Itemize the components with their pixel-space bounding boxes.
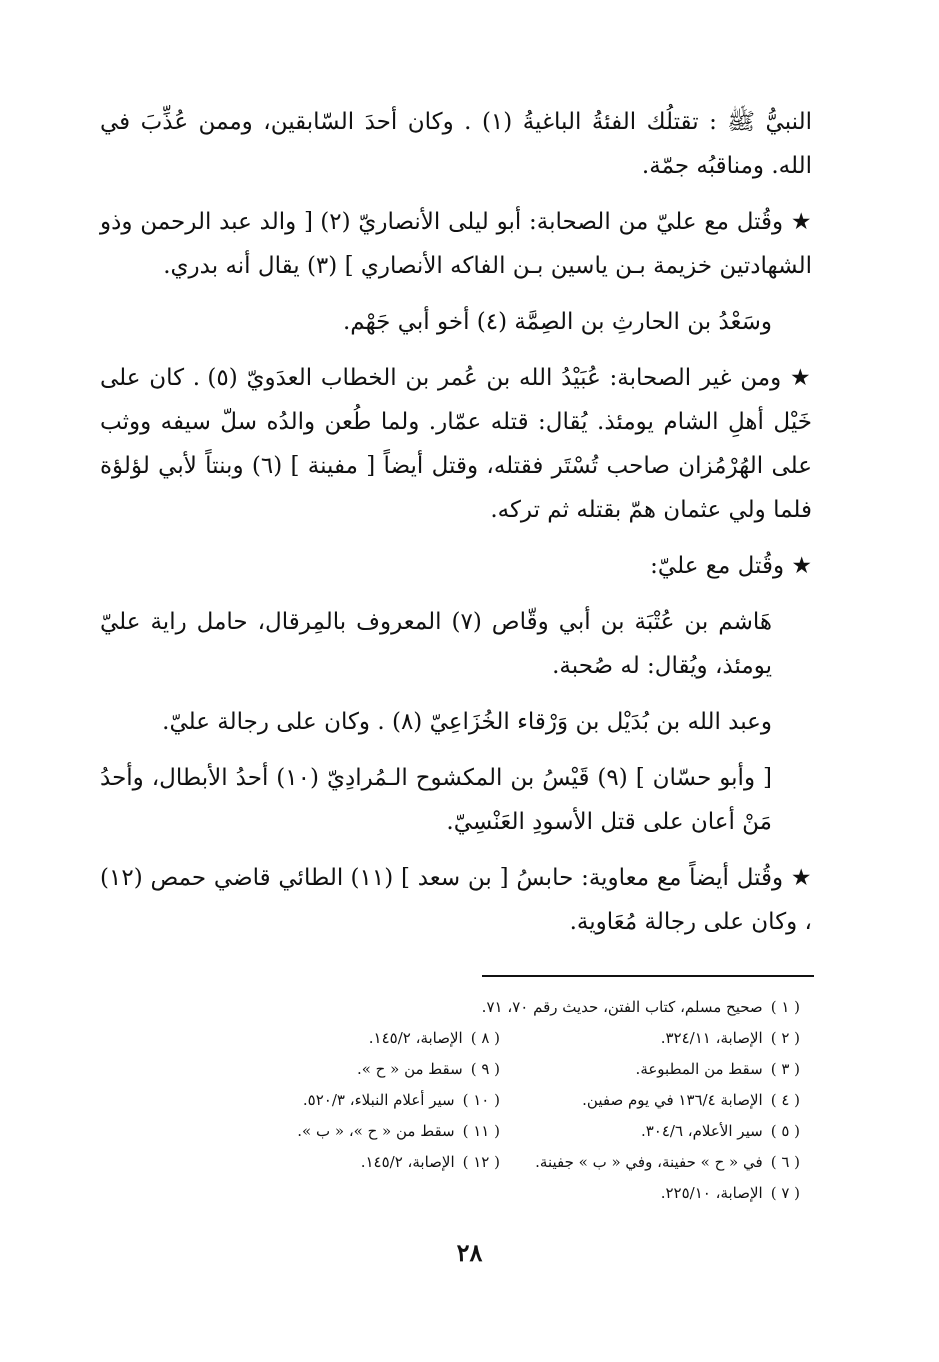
footnote-number: ( ١ ) — [770, 998, 800, 1016]
footnote-text: الإصابة، ٣٢٤/١١. — [660, 1029, 763, 1047]
footnote-item — [500, 1116, 800, 1147]
footnote-number: ( ٢ ) — [770, 1029, 800, 1047]
footnote-row — [200, 1116, 800, 1147]
footnote-text: صحيح مسلم، كتاب الفتن، حديث رقم ٧٠، ٧١. — [481, 998, 763, 1016]
footnote-item — [200, 1023, 500, 1054]
paragraph-4: ★ ومن غير الصحابة: عُبَيْدُ الله بن عُمر بن الخطاب العدَويّ (٥) . كان على خَيْل أهلِ الشام يومئذ. يُقال: قتله عمّار. ولما طُعن والدُه سلّ سيفه ووثب على الهُرْمُزان صاحب تُسْتَر فقتله، وقتل أيضاً [ مفينة ] (٦) وبنتاً لأبي لؤلؤة فلما ولي عثمان همّ بقتله ثم تركه. — [100, 365, 812, 523]
paragraph-7: وعبد الله بن بُدَيْل بن وَرْقاء الخُزَاعِيّ (٨) . وكان على رجالة عليّ. — [162, 709, 772, 735]
footnote-item — [500, 1054, 800, 1085]
footnotes — [200, 992, 800, 1209]
footnote-row — [200, 1085, 800, 1116]
footnote-text: في « ح » حفينة، وفي « ب » جفينة. — [535, 1153, 763, 1171]
footnote-divider — [482, 975, 814, 977]
footnote-item — [200, 1116, 500, 1147]
footnote-number: ( ١٢ ) — [462, 1153, 500, 1171]
footnote-number: ( ٤ ) — [770, 1091, 800, 1109]
footnote-number: ( ١٠ ) — [462, 1091, 500, 1109]
footnote-item — [500, 1023, 800, 1054]
footnote-text: الإصابة ١٣٦/٤ في يوم صفين. — [582, 1091, 763, 1109]
footnote-number: ( ١١ ) — [462, 1122, 500, 1140]
paragraph-8: [ وأبو حسّان ] (٩) قَيْسُ بن المكشوح الـمُرادِيّ (١٠) أحدُ الأبطال، وأحدُ مَنْ أعان على قتل الأسودِ العَنْسِيّ. — [100, 765, 772, 835]
footnote-text: سقط من « ح »، « ب ». — [297, 1122, 455, 1140]
footnote-text: سير الأعلام، ٣٠٤/٦. — [640, 1122, 763, 1140]
paragraph-5: ★ وقُتل مع عليّ: — [650, 553, 812, 579]
footnote-item — [200, 1054, 500, 1085]
footnote-text: الإصابة، ١٤٥/٢. — [360, 1153, 455, 1171]
footnote-item — [200, 992, 800, 1023]
paragraph-1: النبيُّ ﷺ : تقتلُك الفئةُ الباغيةُ (١) . وكان أحدَ السّابقين، وممن عُذِّبَ في الله. ومناقبُه جمّة. — [100, 109, 813, 179]
footnote-number: ( ٥ ) — [770, 1122, 800, 1140]
page-number: ٢٨ — [456, 1238, 483, 1267]
footnote-item — [500, 1085, 800, 1116]
paragraph-9: ★ وقُتل أيضاً مع معاوية: حابسُ [ بن سعد ] (١١) الطائي قاضي حمص (١٢) ، وكان على رجالة مُعَاوية. — [100, 865, 812, 935]
footnote-row — [200, 1054, 800, 1085]
footnote-number: ( ٦ ) — [770, 1153, 800, 1171]
paragraph-2: ★ وقُتل مع عليّ من الصحابة: أبو ليلى الأنصاريّ (٢) [ والد عبد الرحمن وذو الشهادتين خزيمة بـن ياسين بـن الفاكه الأنصاري ] (٣) يقال أنه بدري. — [100, 209, 812, 279]
footnote-item — [500, 1147, 800, 1178]
footnote-item — [200, 1147, 500, 1178]
footnote-row — [200, 1147, 800, 1178]
footnote-text: الإصابة، ١٤٥/٢. — [368, 1029, 463, 1047]
main-text — [100, 100, 812, 956]
footnote-row — [200, 1023, 800, 1054]
footnote-number: ( ٨ ) — [470, 1029, 500, 1047]
footnote-item — [200, 1178, 800, 1209]
footnote-number: ( ٣ ) — [770, 1060, 800, 1078]
footnote-text: سير أعلام النبلاء، ٥٢٠/٣. — [302, 1091, 455, 1109]
footnote-number: ( ٩ ) — [470, 1060, 500, 1078]
footnote-text: الإصابة، ٢٢٥/١٠. — [660, 1184, 763, 1202]
footnote-item — [200, 1085, 500, 1116]
footnote-number: ( ٧ ) — [770, 1184, 800, 1202]
footnote-text: سقط من المطبوعة. — [635, 1060, 763, 1078]
footnote-text: سقط من « ح ». — [356, 1060, 463, 1078]
paragraph-6: هَاشم بن عُتْبَة بن أبي وقّاص (٧) المعروف بالمِرقال، حامل راية عليّ يومئذ، ويُقال: له صُحبة. — [100, 609, 773, 679]
paragraph-3: وسَعْدُ بن الحارثِ بن الصِمَّة (٤) أخو أبي جَهْم. — [342, 309, 772, 335]
